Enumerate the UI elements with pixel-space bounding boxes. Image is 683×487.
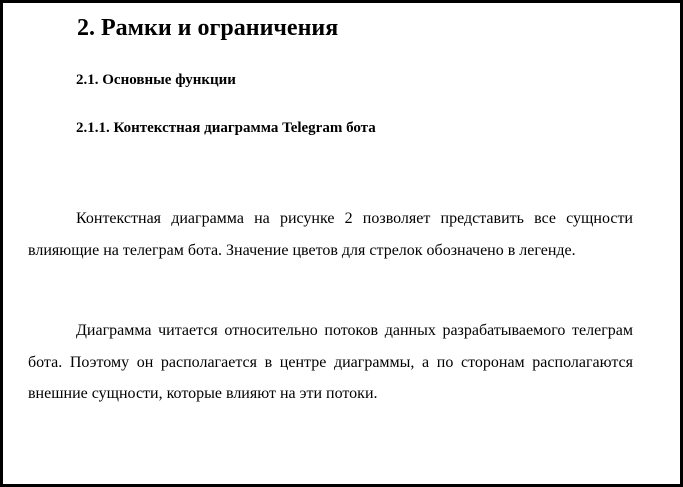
paragraph-context-diagram: Контекстная диаграмма на рисунке 2 позволяет представить все сущности влияющие на телеграм бота. Значение цветов для стрелок обозначено в легенде. xyxy=(28,210,633,259)
section-heading: 2. Рамки и ограничения xyxy=(77,15,339,41)
paragraph-diagram-reading: Диаграмма читается относительно потоков данных разрабатываемого телеграм бота. Поэтому он располагается в центре диаграммы, а по сторонам располагаются внешние сущности, которые влияют на эти потоки. xyxy=(28,322,633,402)
subsubsection-heading: 2.1.1. Контекстная диаграмма Telegram бота xyxy=(76,120,376,136)
subsection-heading: 2.1. Основные функции xyxy=(76,72,236,88)
